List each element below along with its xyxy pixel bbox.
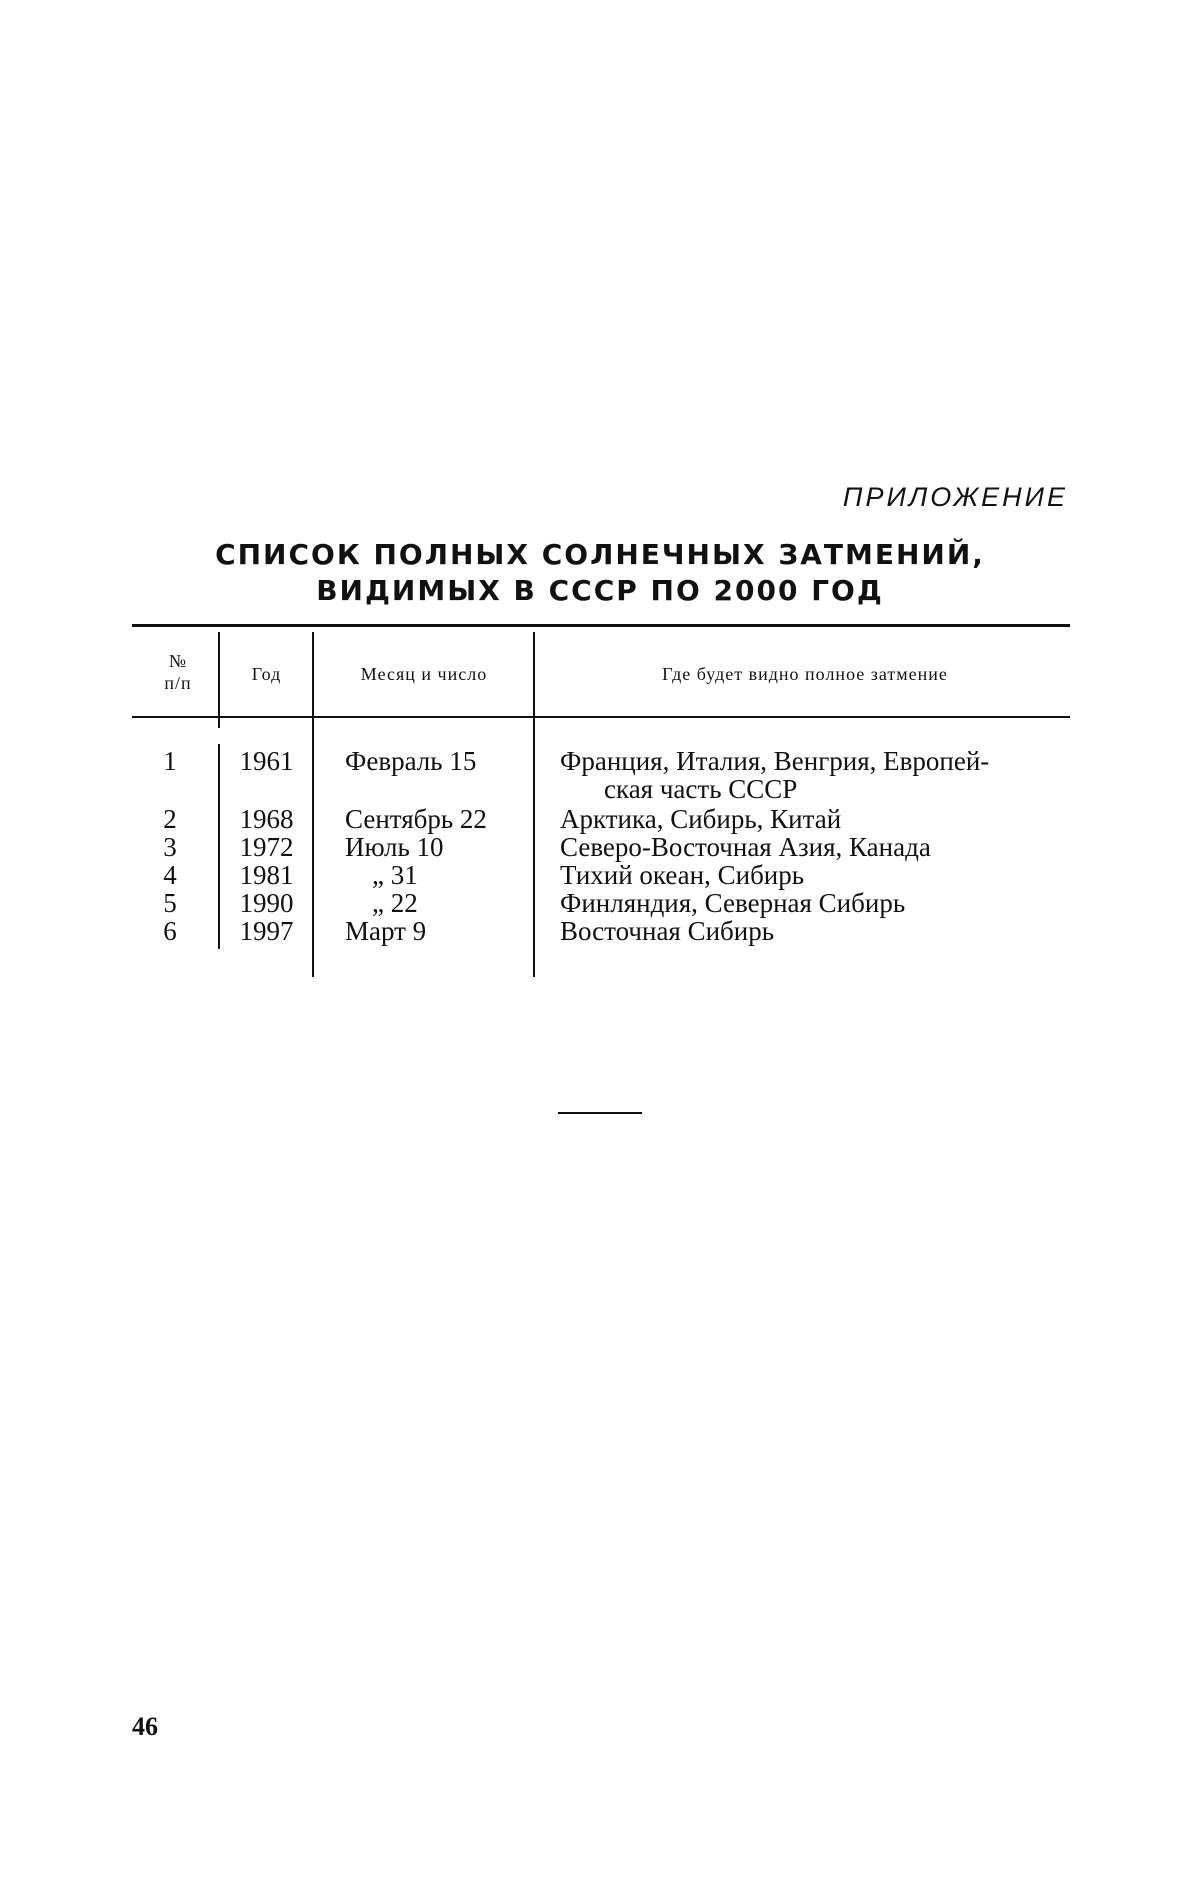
row-num: 6: [163, 916, 177, 946]
row-date: Июль 10: [345, 832, 444, 862]
page-title-line-2: ВИДИМЫХ В СССР ПО 2000 ГОД: [316, 574, 884, 607]
header-num-symbol: №: [168, 651, 188, 671]
header-month: Месяц и число: [360, 664, 488, 684]
row-num: 5: [163, 888, 177, 918]
row-year: 1981: [239, 860, 294, 890]
column-divider-3: [533, 632, 535, 977]
row-visibility: Северо-Восточная Азия, Канада: [560, 832, 931, 862]
row-date: „ 31: [372, 860, 418, 890]
header-where: Где будет видно полное затмение: [662, 664, 948, 684]
row-year: 1968: [239, 804, 294, 834]
header-year: Год: [251, 664, 282, 684]
row-year: 1961: [239, 746, 294, 776]
appendix-label: ПРИЛОЖЕНИЕ: [842, 482, 1068, 512]
row-num: 2: [163, 804, 177, 834]
table-top-rule: [132, 624, 1070, 627]
row-num: 3: [163, 832, 177, 862]
row-visibility: Тихий океан, Сибирь: [560, 860, 805, 890]
row-visibility: Арктика, Сибирь, Китай: [560, 804, 842, 834]
page-title-line-1: СПИСОК ПОЛНЫХ СОЛНЕЧНЫХ ЗАТМЕНИЙ,: [215, 538, 985, 571]
row-date: Март 9: [345, 916, 427, 946]
row-year: 1990: [239, 888, 294, 918]
table-header-rule: [132, 716, 1070, 718]
row-visibility: Финляндия, Северная Сибирь: [560, 888, 906, 918]
row-year: 1997: [239, 916, 294, 946]
column-divider-1: [218, 632, 220, 728]
row-visibility: Восточная Сибирь: [560, 916, 775, 946]
row-visibility: Франция, Италия, Венгрия, Европей-: [560, 746, 990, 776]
row-visibility-continued: ская часть СССР: [604, 774, 798, 804]
row-year: 1972: [239, 832, 294, 862]
row-date: Сентябрь 22: [345, 804, 487, 834]
column-divider-1b: [218, 744, 220, 949]
page-number: 46: [132, 1712, 158, 1741]
header-num: [148, 650, 208, 694]
header-num-abbr: п/п: [164, 673, 192, 693]
row-num: 1: [163, 746, 177, 776]
row-date: „ 22: [372, 888, 418, 918]
row-num: 4: [163, 860, 177, 890]
row-date: Февраль 15: [345, 746, 477, 776]
end-divider: [558, 1112, 642, 1114]
column-divider-2: [312, 632, 314, 977]
